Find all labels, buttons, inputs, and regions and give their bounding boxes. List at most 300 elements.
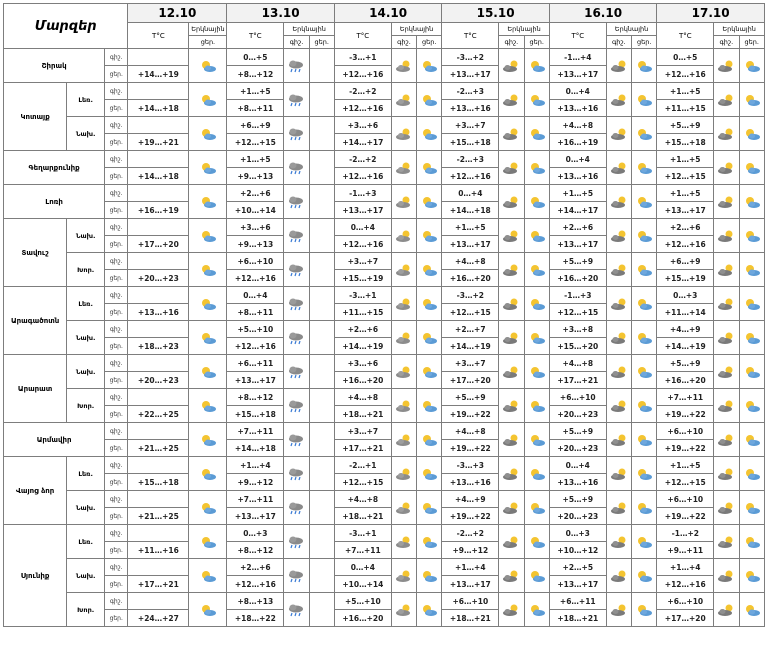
weather-icon-cell: [606, 389, 631, 423]
sun-cloud-icon: [525, 501, 549, 515]
cloud-sun-grey-icon: [499, 433, 523, 447]
cloud-sun-grey-icon: [714, 433, 738, 447]
weather-icon-cell: [606, 287, 631, 321]
region-name: Արարատ: [4, 355, 67, 423]
weather-icon-cell: [524, 219, 549, 253]
cloud-sun-grey-icon: [607, 433, 631, 447]
temperature-range: +5…+9: [549, 491, 606, 508]
temperature-range: +4…+9: [442, 491, 499, 508]
weather-icon-cell: [499, 457, 524, 491]
weather-icon-cell: [309, 525, 334, 559]
weather-icon-cell: [309, 389, 334, 423]
cloud-sun-grey-icon: [607, 569, 631, 583]
day-subheader: ցեր.: [417, 36, 442, 49]
weather-icon-cell: [391, 525, 416, 559]
temperature-range: +13…+16: [549, 474, 606, 491]
zone-name: Նախ.: [67, 559, 105, 593]
weather-icon-cell: [524, 321, 549, 355]
zone-name: Նախ.: [67, 117, 105, 151]
weather-icon-cell: [417, 287, 442, 321]
cloud-rain-icon: [284, 93, 308, 107]
temp-header: T°C: [227, 23, 284, 49]
cloud-sun-grey-icon: [607, 263, 631, 277]
sun-cloud-icon: [632, 433, 656, 447]
weather-icon-cell: [417, 355, 442, 389]
region-name: Կոտայք: [4, 83, 67, 151]
temperature-range: +1…+4: [442, 559, 499, 576]
temperature-range: +17…+21: [334, 440, 391, 457]
weather-icon-cell: [284, 423, 309, 457]
temperature-range: +13…+17: [549, 66, 606, 83]
temp-header: T°C: [442, 23, 499, 49]
sun-cloud-icon: [525, 433, 549, 447]
weather-icon-cell: [714, 185, 739, 219]
weather-icon-cell: [391, 593, 416, 627]
weather-icon-cell: [632, 151, 657, 185]
weather-icon-cell: [632, 355, 657, 389]
weather-icon-cell: [524, 389, 549, 423]
temperature-range: +13…+17: [227, 372, 284, 389]
weather-icon-cell: [391, 389, 416, 423]
temperature-range: +2…+7: [442, 321, 499, 338]
partly-cloudy-icon: [392, 127, 416, 141]
sun-cloud-icon: [189, 467, 226, 481]
temperature-range: +14…+19: [128, 66, 189, 83]
temperature-range: +9…+12: [227, 474, 284, 491]
sun-cloud-icon: [417, 501, 441, 515]
temperature-range: +12…+16: [657, 236, 714, 253]
partly-cloudy-icon: [392, 569, 416, 583]
night-subheader: գիշ.: [606, 36, 631, 49]
temperature-range: +5…+10: [334, 593, 391, 610]
weather-icon-cell: [391, 83, 416, 117]
weather-icon-cell: [739, 185, 764, 219]
temperature-range: 0…+4: [334, 559, 391, 576]
weather-icon-cell: [189, 185, 227, 219]
sun-cloud-icon: [525, 127, 549, 141]
temperature-range: +15…+18: [442, 134, 499, 151]
weather-icon-cell: [309, 83, 334, 117]
weather-icon-cell: [714, 287, 739, 321]
weather-icon-cell: [739, 389, 764, 423]
time-of-day: ցեր.: [105, 304, 128, 321]
weather-icon-cell: [284, 355, 309, 389]
weather-icon-cell: [309, 355, 334, 389]
temperature-range: +12…+16: [657, 66, 714, 83]
weather-icon-cell: [284, 457, 309, 491]
temperature-range: +18…+21: [549, 610, 606, 627]
temperature-range: +6…+10: [227, 253, 284, 270]
temperature-range: +7…+11: [227, 491, 284, 508]
partly-cloudy-icon: [392, 195, 416, 209]
temperature-range: +1…+5: [442, 219, 499, 236]
temperature-range: +8…+12: [227, 542, 284, 559]
day-subheader: ցեր.: [309, 36, 334, 49]
temperature-range: -2…+3: [442, 83, 499, 100]
weather-icon-cell: [391, 287, 416, 321]
partly-cloudy-icon: [392, 603, 416, 617]
cloud-sun-grey-icon: [499, 399, 523, 413]
weather-icon-cell: [739, 151, 764, 185]
sky-header: Երկնային: [714, 23, 765, 36]
sun-cloud-icon: [632, 399, 656, 413]
weather-icon-cell: [309, 253, 334, 287]
sun-cloud-icon: [525, 263, 549, 277]
sun-cloud-icon: [740, 161, 764, 175]
weather-icon-cell: [391, 423, 416, 457]
sun-cloud-icon: [740, 297, 764, 311]
weather-icon-cell: [524, 287, 549, 321]
cloud-rain-icon: [284, 331, 308, 345]
region-name: Սյունիք: [4, 525, 67, 627]
sun-cloud-icon: [417, 195, 441, 209]
weather-icon-cell: [714, 559, 739, 593]
weather-icon-cell: [189, 593, 227, 627]
weather-icon-cell: [309, 117, 334, 151]
sun-cloud-icon: [417, 161, 441, 175]
time-of-day: ցեր.: [105, 134, 128, 151]
cloud-sun-grey-icon: [714, 297, 738, 311]
cloud-sun-grey-icon: [607, 297, 631, 311]
sun-cloud-icon: [632, 127, 656, 141]
region-name: Լոռի: [4, 185, 105, 219]
cloud-sun-grey-icon: [607, 399, 631, 413]
sun-cloud-icon: [189, 603, 226, 617]
cloud-sun-grey-icon: [607, 603, 631, 617]
sun-cloud-icon: [417, 399, 441, 413]
sun-cloud-icon: [632, 229, 656, 243]
temperature-range: +14…+19: [334, 338, 391, 355]
temperature-range: -3…+2: [442, 287, 499, 304]
sun-cloud-icon: [740, 59, 764, 73]
time-of-day: ցեր.: [105, 168, 128, 185]
weather-icon-cell: [739, 321, 764, 355]
sun-cloud-icon: [525, 229, 549, 243]
table-row: [4, 423, 765, 440]
weather-icon-cell: [499, 593, 524, 627]
weather-icon-cell: [284, 389, 309, 423]
date-header: 15.10: [442, 4, 549, 23]
table-row: [4, 83, 765, 100]
temperature-range: +16…+19: [549, 134, 606, 151]
sun-cloud-icon: [417, 229, 441, 243]
temperature-range: +9…+11: [657, 542, 714, 559]
weather-icon-cell: [606, 423, 631, 457]
cloud-sun-grey-icon: [714, 93, 738, 107]
time-of-day: ցեր.: [105, 202, 128, 219]
time-of-day: ցեր.: [105, 338, 128, 355]
weather-icon-cell: [499, 389, 524, 423]
sun-cloud-icon: [740, 93, 764, 107]
sun-cloud-icon: [740, 569, 764, 583]
temp-header: T°C: [549, 23, 606, 49]
weather-icon-cell: [714, 525, 739, 559]
weather-icon-cell: [714, 457, 739, 491]
temperature-range: +13…+17: [549, 576, 606, 593]
temperature-range: -2…+1: [334, 457, 391, 474]
sun-cloud-icon: [525, 365, 549, 379]
zone-name: Խոր.: [67, 593, 105, 627]
temperature-range: -2…+2: [334, 83, 391, 100]
temperature-range: +19…+22: [657, 508, 714, 525]
time-of-day: գիշ.: [105, 423, 128, 440]
cloud-rain-icon: [284, 467, 308, 481]
temperature-range: +3…+6: [334, 355, 391, 372]
sun-cloud-icon: [417, 569, 441, 583]
date-header: 16.10: [549, 4, 656, 23]
cloud-sun-grey-icon: [714, 331, 738, 345]
temperature-range: +6…+10: [657, 491, 714, 508]
cloud-sun-grey-icon: [499, 93, 523, 107]
temperature-range: +7…+11: [227, 423, 284, 440]
zone-name: Նախ.: [67, 321, 105, 355]
date-header: 17.10: [657, 4, 765, 23]
weather-icon-cell: [499, 253, 524, 287]
temperature-range: [128, 525, 189, 542]
temperature-range: -2…+2: [334, 151, 391, 168]
temperature-range: [128, 185, 189, 202]
temperature-range: -3…+1: [334, 49, 391, 66]
temperature-range: +14…+18: [442, 202, 499, 219]
temperature-range: +13…+17: [334, 202, 391, 219]
partly-cloudy-icon: [392, 297, 416, 311]
cloud-rain-icon: [284, 161, 308, 175]
time-of-day: գիշ.: [105, 287, 128, 304]
weather-icon-cell: [284, 287, 309, 321]
weather-icon-cell: [739, 49, 764, 83]
temperature-range: +7…+11: [657, 389, 714, 406]
temperature-range: 0…+4: [549, 151, 606, 168]
temperature-range: -1…+2: [657, 525, 714, 542]
temperature-range: +4…+8: [442, 253, 499, 270]
sun-cloud-icon: [525, 569, 549, 583]
weather-icon-cell: [417, 185, 442, 219]
temperature-range: +18…+21: [334, 508, 391, 525]
sun-cloud-icon: [740, 535, 764, 549]
temperature-range: +2…+5: [549, 559, 606, 576]
cloud-sun-grey-icon: [499, 59, 523, 73]
weather-icon-cell: [714, 49, 739, 83]
weather-icon-cell: [417, 49, 442, 83]
cloud-sun-grey-icon: [714, 263, 738, 277]
temperature-range: +20…+23: [549, 440, 606, 457]
cloud-sun-grey-icon: [607, 501, 631, 515]
weather-icon-cell: [524, 457, 549, 491]
cloud-sun-grey-icon: [607, 59, 631, 73]
region-name: Արագածոտն: [4, 287, 67, 355]
sun-cloud-icon: [417, 93, 441, 107]
temperature-range: +12…+16: [334, 66, 391, 83]
weather-icon-cell: [417, 117, 442, 151]
sun-cloud-icon: [417, 263, 441, 277]
temperature-range: +13…+17: [657, 202, 714, 219]
partly-cloudy-icon: [392, 467, 416, 481]
zone-name: Խոր.: [67, 389, 105, 423]
weather-icon-cell: [284, 321, 309, 355]
temperature-range: +21…+25: [128, 440, 189, 457]
time-of-day: ցեր.: [105, 270, 128, 287]
temperature-range: +6…+10: [442, 593, 499, 610]
sun-cloud-icon: [417, 297, 441, 311]
time-of-day: գիշ.: [105, 321, 128, 338]
cloud-sun-grey-icon: [714, 195, 738, 209]
weather-icon-cell: [606, 185, 631, 219]
weather-icon-cell: [632, 491, 657, 525]
cloud-rain-icon: [284, 603, 308, 617]
sun-cloud-icon: [525, 535, 549, 549]
table-row: [4, 185, 765, 202]
table-row: [4, 491, 765, 508]
temperature-range: +15…+18: [657, 134, 714, 151]
time-of-day: գիշ.: [105, 593, 128, 610]
date-header: 12.10: [128, 4, 227, 23]
weather-icon-cell: [606, 83, 631, 117]
sun-cloud-icon: [525, 399, 549, 413]
weather-icon-cell: [524, 355, 549, 389]
sun-cloud-icon: [632, 331, 656, 345]
weather-icon-cell: [391, 219, 416, 253]
temperature-range: +16…+19: [128, 202, 189, 219]
sun-cloud-icon: [417, 59, 441, 73]
cloud-rain-icon: [284, 297, 308, 311]
temperature-range: +12…+16: [334, 100, 391, 117]
weather-icon-cell: [417, 219, 442, 253]
cloud-sun-grey-icon: [499, 331, 523, 345]
temperature-range: -3…+2: [442, 49, 499, 66]
temperature-range: +14…+18: [227, 440, 284, 457]
temperature-range: +13…+16: [549, 100, 606, 117]
temperature-range: +6…+10: [657, 593, 714, 610]
partly-cloudy-icon: [392, 59, 416, 73]
time-of-day: գիշ.: [105, 525, 128, 542]
weather-icon-cell: [739, 593, 764, 627]
weather-icon-cell: [189, 355, 227, 389]
weather-icon-cell: [632, 83, 657, 117]
zone-name: Նախ.: [67, 355, 105, 389]
sun-cloud-icon: [417, 603, 441, 617]
cloud-sun-grey-icon: [607, 467, 631, 481]
temperature-range: +14…+19: [442, 338, 499, 355]
temperature-range: +12…+15: [227, 134, 284, 151]
sun-cloud-icon: [525, 161, 549, 175]
partly-cloudy-icon: [392, 331, 416, 345]
temperature-range: +2…+6: [227, 559, 284, 576]
time-of-day: գիշ.: [105, 559, 128, 576]
temperature-range: +13…+17: [442, 66, 499, 83]
weather-icon-cell: [391, 491, 416, 525]
sun-cloud-icon: [632, 467, 656, 481]
weather-icon-cell: [284, 117, 309, 151]
table-row: [4, 559, 765, 576]
date-header: 13.10: [227, 4, 334, 23]
sun-cloud-icon: [189, 399, 226, 413]
weather-icon-cell: [391, 253, 416, 287]
weather-icon-cell: [284, 219, 309, 253]
temperature-range: -3…+1: [334, 287, 391, 304]
time-of-day: գիշ.: [105, 151, 128, 168]
temperature-range: +5…+10: [227, 321, 284, 338]
temperature-range: +5…+9: [549, 423, 606, 440]
cloud-rain-icon: [284, 535, 308, 549]
night-subheader: գիշ.: [714, 36, 739, 49]
cloud-sun-grey-icon: [714, 161, 738, 175]
weather-icon-cell: [739, 253, 764, 287]
weather-icon-cell: [606, 491, 631, 525]
table-row: [4, 117, 765, 134]
night-subheader: գիշ.: [499, 36, 524, 49]
temperature-range: +19…+22: [442, 440, 499, 457]
weather-icon-cell: [309, 151, 334, 185]
weather-icon-cell: [284, 593, 309, 627]
cloud-sun-grey-icon: [499, 535, 523, 549]
zone-name: Նախ.: [67, 491, 105, 525]
weather-icon-cell: [284, 49, 309, 83]
table-row: [4, 321, 765, 338]
weather-icon-cell: [189, 321, 227, 355]
temperature-range: [128, 117, 189, 134]
temperature-range: +3…+7: [334, 423, 391, 440]
sun-cloud-icon: [189, 569, 226, 583]
weather-icon-cell: [417, 321, 442, 355]
table-row: [4, 49, 765, 66]
sky-header: Երկնային: [284, 23, 335, 36]
temperature-range: +11…+15: [657, 100, 714, 117]
sun-cloud-icon: [189, 59, 226, 73]
temperature-range: +13…+16: [442, 474, 499, 491]
weather-icon-cell: [309, 321, 334, 355]
temperature-range: 0…+4: [549, 457, 606, 474]
region-name: Գեղարքունիք: [4, 151, 105, 185]
cloud-sun-grey-icon: [714, 365, 738, 379]
weather-icon-cell: [714, 355, 739, 389]
day-subheader: ցեր.: [189, 36, 227, 49]
temperature-range: +8…+11: [227, 304, 284, 321]
weather-icon-cell: [189, 151, 227, 185]
temperature-range: +13…+16: [549, 168, 606, 185]
weather-icon-cell: [739, 423, 764, 457]
sun-cloud-icon: [189, 127, 226, 141]
temperature-range: +13…+17: [442, 576, 499, 593]
sun-cloud-icon: [525, 59, 549, 73]
temp-header: T°C: [334, 23, 391, 49]
weather-icon-cell: [499, 117, 524, 151]
cloud-sun-grey-icon: [607, 161, 631, 175]
temperature-range: +17…+21: [549, 372, 606, 389]
temperature-range: +4…+8: [334, 491, 391, 508]
weather-icon-cell: [606, 253, 631, 287]
temperature-range: [128, 559, 189, 576]
weather-icon-cell: [632, 185, 657, 219]
temperature-range: +19…+22: [657, 440, 714, 457]
table-row: [4, 151, 765, 168]
weather-icon-cell: [606, 355, 631, 389]
cloud-rain-icon: [284, 263, 308, 277]
cloud-sun-grey-icon: [607, 535, 631, 549]
temperature-range: +16…+20: [657, 372, 714, 389]
weather-icon-cell: [524, 49, 549, 83]
temperature-range: +6…+9: [227, 117, 284, 134]
weather-icon-cell: [417, 83, 442, 117]
weather-icon-cell: [714, 83, 739, 117]
temperature-range: [128, 83, 189, 100]
sun-cloud-icon: [417, 433, 441, 447]
weather-icon-cell: [606, 525, 631, 559]
cloud-rain-icon: [284, 569, 308, 583]
time-of-day: գիշ.: [105, 185, 128, 202]
temperature-range: +12…+15: [657, 168, 714, 185]
temperature-range: +1…+5: [657, 457, 714, 474]
weather-icon-cell: [714, 117, 739, 151]
